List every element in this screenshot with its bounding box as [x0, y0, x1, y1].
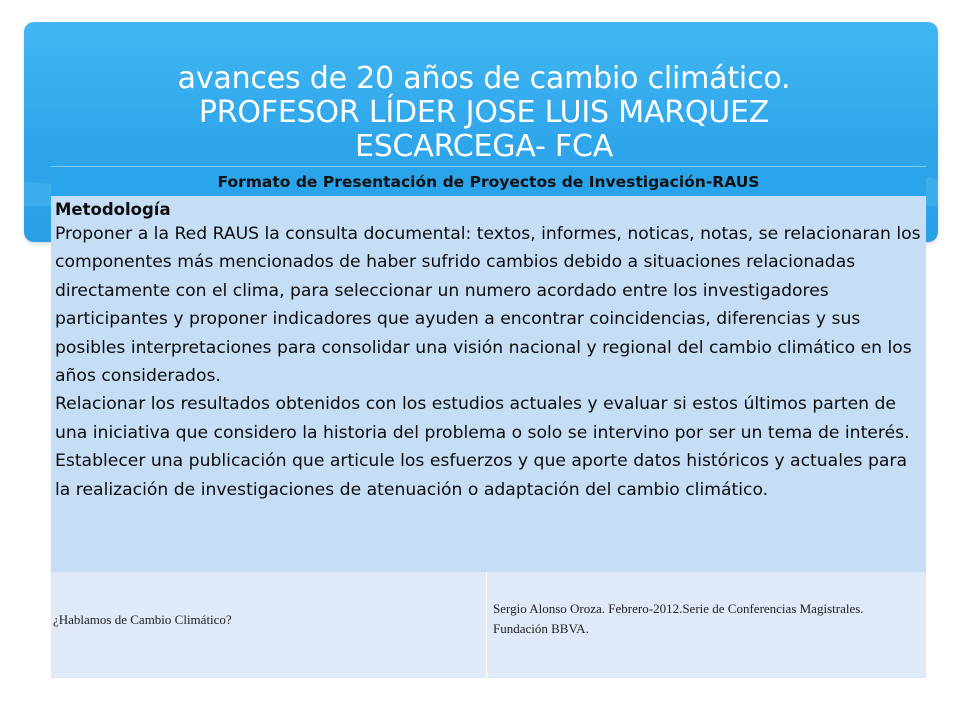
- research-format-table: [51, 166, 926, 678]
- slide-title: [84, 62, 884, 164]
- methodology-paragraph-2: Relacionar los resultados obtenidos con los estudios actuales y evaluar si estos últimos parten de una iniciativa que considero la historia del problema o solo se intervino por ser un tema de interés. Establecer una publicación que articule los esfuerzos y que aporte datos históricos y actuales para la realización de investigaciones de atenuación o adaptación del cambio climático.: [55, 394, 910, 500]
- reference-title-cell: ¿Hablamos de Cambio Climático?: [51, 572, 487, 678]
- table-header: Formato de Presentación de Proyectos de Investigación-RAUS: [51, 166, 926, 196]
- reference-row: [51, 572, 926, 678]
- methodology-heading: Metodología: [55, 200, 171, 219]
- title-line-2: PROFESOR LÍDER JOSE LUIS MARQUEZ: [198, 95, 770, 130]
- methodology-paragraph-1: Proponer a la Red RAUS la consulta documental: textos, informes, noticas, notas, se relacionaran los componentes más mencionados de haber sufrido cambios debido a situaciones relacionadas directamente con el clima, para seleccionar un numero acordado entre los investigadores participantes y proponer indicadores que ayuden a encontrar coincidencias, diferencias y sus posibles interpretaciones para consolidar una visión nacional y regional del cambio climático en los años considerados.: [55, 224, 921, 387]
- title-line-1: avances de 20 años de cambio climático.: [177, 61, 791, 96]
- methodology-cell: [51, 196, 926, 572]
- title-line-3: ESCARCEGA- FCA: [354, 129, 614, 164]
- reference-source-cell: Sergio Alonso Oroza. Febrero-2012.Serie de Conferencias Magistrales. Fundación BBVA.: [493, 601, 864, 636]
